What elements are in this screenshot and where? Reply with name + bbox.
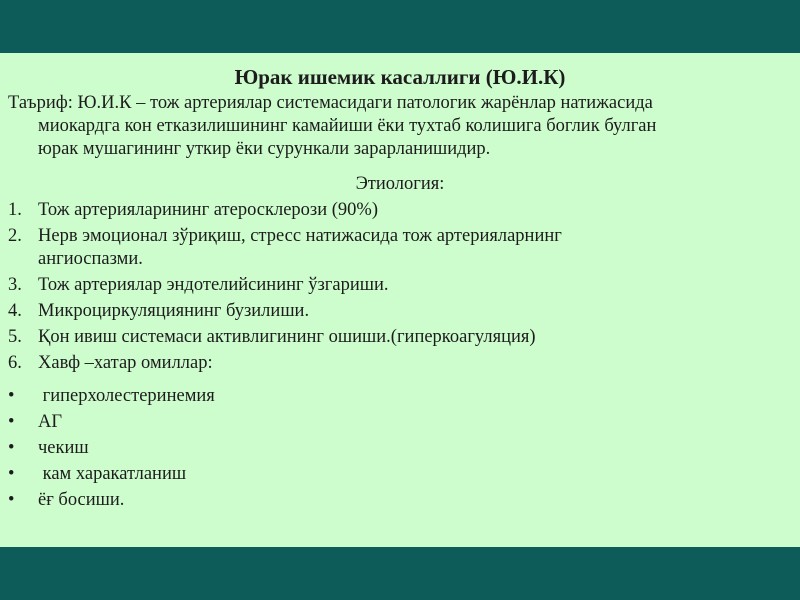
item-text-continued: ангиоспазми. bbox=[38, 249, 143, 269]
bullet-item bbox=[8, 437, 788, 463]
item-text: Нерв эмоционал зўриқиш, стресс натижасида тож артерияларнинг bbox=[38, 226, 562, 246]
item-text: Микроциркуляциянинг бузилиши. bbox=[38, 301, 310, 321]
definition-line: Таъриф: Ю.И.К – тож артериялар системасидаги патологик жарёнлар натижасида bbox=[8, 93, 653, 113]
item-number: 5. bbox=[8, 327, 22, 347]
bullet-item bbox=[8, 463, 788, 489]
list-item bbox=[8, 225, 788, 271]
item-number: 2. bbox=[8, 226, 22, 246]
item-text: Тож артериялар эндотелийсининг ўзгариши. bbox=[38, 275, 389, 295]
risk-factor-bullet-list bbox=[8, 385, 788, 515]
definition-line: юрак мушагининг уткир ёки сурункали зарарланишидир. bbox=[38, 139, 491, 159]
item-text: Тож артерияларининг атеросклерози (90%) bbox=[38, 200, 378, 220]
slide-content bbox=[0, 53, 800, 547]
bullet-icon: • bbox=[8, 412, 15, 432]
bullet-icon: • bbox=[8, 490, 15, 510]
item-text: Қон ивиш системаси активлигининг ошиши.(гиперкоагуляция) bbox=[38, 327, 536, 347]
bullet-text: чекиш bbox=[38, 438, 89, 458]
list-item bbox=[8, 199, 788, 222]
item-number: 1. bbox=[8, 200, 22, 220]
bullet-text: кам харакатланиш bbox=[38, 464, 187, 484]
bottom-band bbox=[0, 547, 800, 600]
bullet-icon: • bbox=[8, 438, 15, 458]
definition-paragraph bbox=[8, 92, 788, 161]
etiology-numbered-list bbox=[8, 199, 788, 378]
definition-line: миокардга кон етказилишининг камайиши ёки тухтаб колишига боглик булган bbox=[38, 116, 657, 136]
bullet-text: АГ bbox=[38, 412, 63, 432]
list-item bbox=[8, 274, 788, 297]
bullet-icon: • bbox=[8, 464, 15, 484]
item-text: Хавф –хатар омиллар: bbox=[38, 353, 213, 373]
etiology-heading: Этиология: bbox=[355, 174, 445, 194]
slide-title: Юрак ишемик касаллиги (Ю.И.К) bbox=[234, 65, 566, 89]
bullet-item bbox=[8, 411, 788, 437]
list-item bbox=[8, 300, 788, 323]
list-item bbox=[8, 352, 788, 375]
item-number: 3. bbox=[8, 275, 22, 295]
bullet-text: гиперхолестеринемия bbox=[38, 386, 215, 406]
bullet-item bbox=[8, 385, 788, 411]
bullet-item bbox=[8, 489, 788, 515]
bullet-icon: • bbox=[8, 386, 15, 406]
list-item bbox=[8, 326, 788, 349]
item-number: 6. bbox=[8, 353, 22, 373]
item-number: 4. bbox=[8, 301, 22, 321]
top-band bbox=[0, 0, 800, 53]
bullet-text: ёғ босиши. bbox=[38, 490, 125, 510]
